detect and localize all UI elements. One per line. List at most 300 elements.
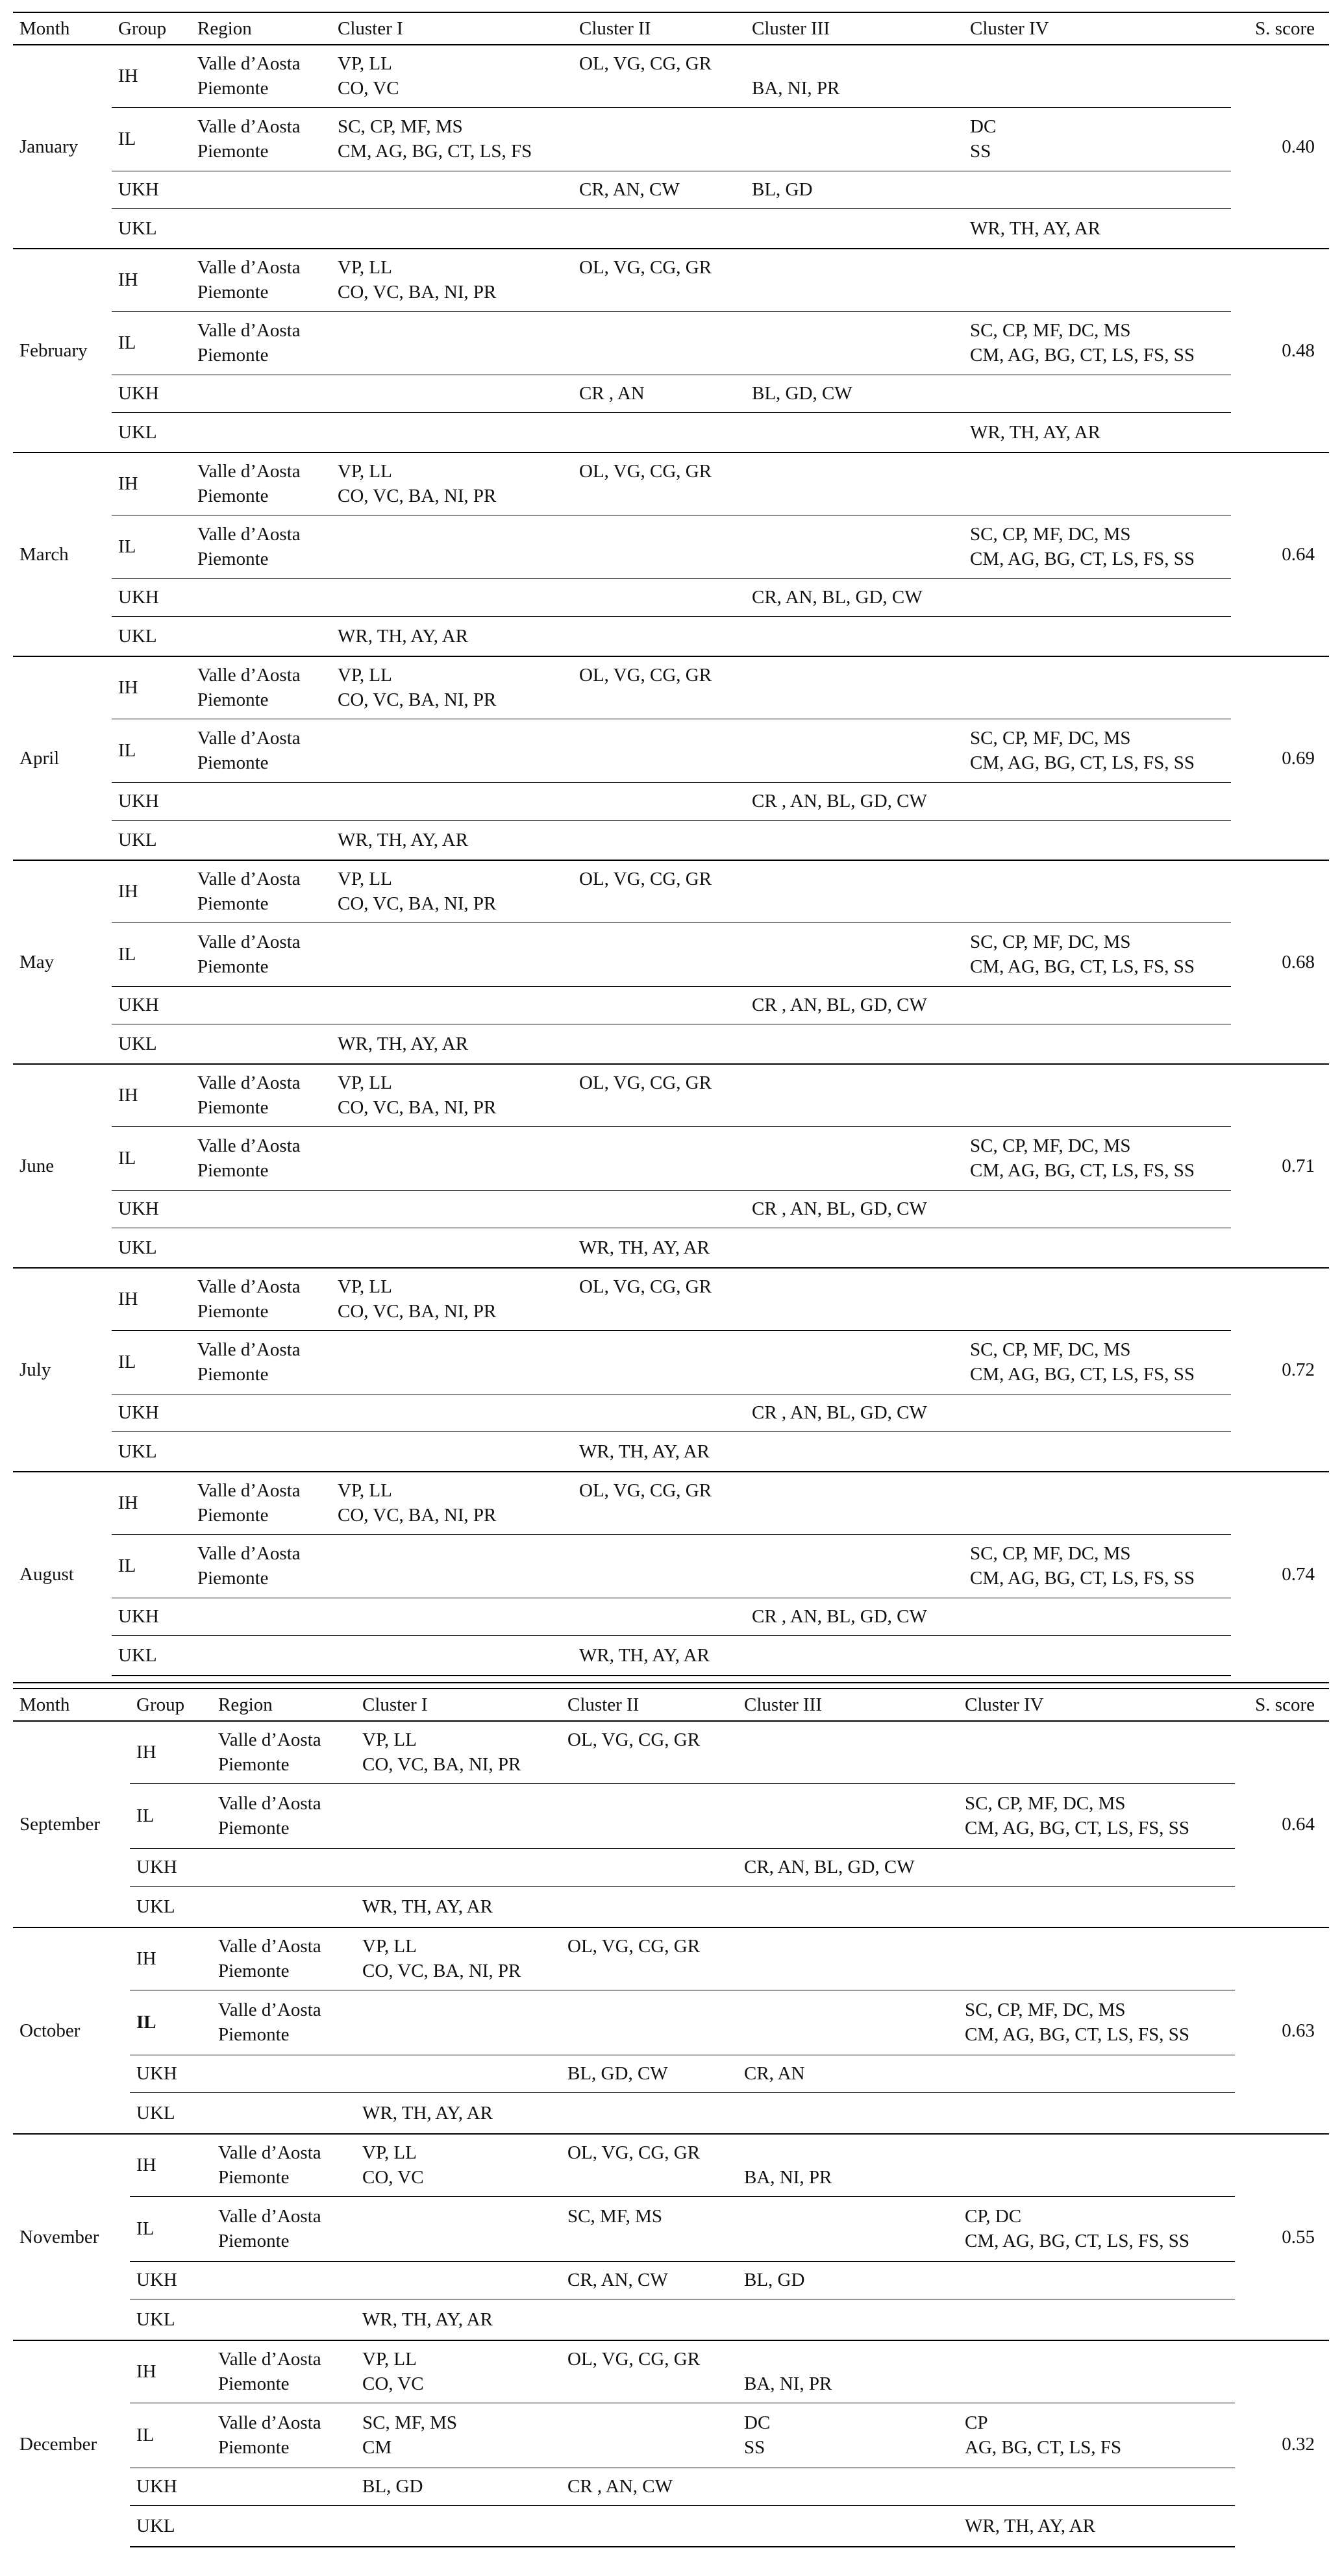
cluster-cell [573, 1635, 745, 1676]
cell-line [579, 280, 739, 304]
cluster-cell [738, 2261, 958, 2299]
cell-line [752, 687, 957, 712]
group-cell: IL [112, 107, 191, 171]
cluster-cell [356, 1990, 561, 2055]
cell-line: VP, LL [362, 1729, 417, 1751]
group-cell: IH [130, 1721, 212, 1783]
cell-line: CR , AN, BL, GD, CW [752, 1198, 927, 1219]
cell-line: OL, VG, CG, GR [579, 461, 712, 482]
cell-line [567, 1998, 731, 2022]
table-row [13, 1228, 1329, 1268]
month-cell: December [13, 2340, 130, 2547]
month-cell: October [13, 1927, 130, 2134]
cluster-cell [745, 860, 963, 923]
cell-line: Piemonte [197, 1097, 269, 1119]
cell-line: CM, AG, BG, CT, LS, FS, SS [965, 1818, 1189, 1839]
cell-line: CO, VC [338, 78, 399, 99]
cluster-cell [738, 1927, 958, 1990]
region-cell [191, 1268, 331, 1330]
cell-line [965, 1934, 1228, 1959]
cell-line: CM, AG, BG, CT, LS, FS, SS [970, 956, 1195, 977]
table-row [13, 249, 1329, 311]
region-cell [191, 1330, 331, 1394]
group-cell: UKL [112, 412, 191, 452]
cell-line [362, 2022, 554, 2047]
table-row [13, 2196, 1329, 2261]
cell-line: OL, VG, CG, GR [579, 1276, 712, 1298]
cluster-cell [958, 2092, 1235, 2134]
cell-line: Valle d’Aosta [218, 2000, 321, 2020]
cluster-cell [745, 719, 963, 782]
cell-line: Piemonte [218, 1818, 290, 1839]
cell-line [752, 1299, 957, 1324]
cell-line: CM, AG, BG, CT, LS, FS, SS [970, 345, 1195, 365]
cell-line: Piemonte [197, 956, 269, 977]
cluster-cell [963, 45, 1231, 107]
cell-line: Valle d’Aosta [218, 1936, 321, 1957]
cell-line: Piemonte [218, 2373, 290, 2395]
cell-line: WR, TH, AY, AR [579, 1441, 710, 1462]
cluster-cell [356, 2468, 561, 2505]
cluster-table-jan-aug [13, 12, 1329, 1676]
group-cell: IH [112, 45, 191, 107]
cluster-cell [963, 782, 1231, 820]
group-cell: IL [112, 515, 191, 578]
cell-line: Valle d’Aosta [218, 2412, 321, 2433]
cluster-cell [573, 1472, 745, 1534]
cluster-cell [561, 2299, 738, 2340]
cluster-cell [963, 616, 1231, 656]
cluster-cell [745, 515, 963, 578]
cell-line: OL, VG, CG, GR [579, 665, 712, 686]
column-header: Region [212, 1689, 356, 1721]
cluster-cell [963, 311, 1231, 375]
cluster-cell [331, 208, 573, 249]
cluster-cell [356, 2261, 561, 2299]
cluster-cell [561, 1927, 738, 1990]
cluster-cell [963, 719, 1231, 782]
cluster-cell [331, 249, 573, 311]
cell-line [744, 1959, 952, 1983]
month-cell: May [13, 860, 112, 1064]
cell-line: VP, LL [338, 1480, 392, 1502]
cluster-cell [573, 923, 745, 986]
cell-line: CM, AG, BG, CT, LS, FS, SS [965, 2231, 1189, 2251]
group-cell: IH [130, 2134, 212, 2196]
cluster-cell [573, 208, 745, 249]
column-header: Region [191, 12, 331, 45]
cluster-cell [573, 1431, 745, 1472]
cell-line: SS [744, 2437, 765, 2458]
cell-line [567, 1816, 731, 1840]
score-cell: 0.64 [1282, 1814, 1315, 1835]
cluster-cell [331, 1534, 573, 1598]
cluster-cell [958, 1721, 1235, 1783]
table-row [13, 986, 1329, 1024]
cell-line: CO, VC, BA, NI, PR [362, 1961, 521, 1982]
cluster-cell [745, 412, 963, 452]
cell-line [362, 1998, 554, 2022]
cluster-cell [573, 249, 745, 311]
region-cell [191, 1126, 331, 1190]
cluster-cell [738, 2505, 958, 2547]
cell-line [752, 1071, 957, 1095]
cluster-cell [963, 1228, 1231, 1268]
region-cell [191, 1472, 331, 1534]
cluster-cell [963, 656, 1231, 719]
cell-line [752, 1362, 957, 1387]
cell-line: CR , AN, CW [567, 2476, 673, 2497]
group-cell: IL [130, 2196, 212, 2261]
table-row [13, 2340, 1329, 2403]
cell-line [744, 2229, 952, 2253]
cluster-cell [958, 1783, 1235, 1848]
cluster-cell [738, 1848, 958, 1886]
group-cell: IH [112, 1268, 191, 1330]
cell-line: WR, TH, AY, AR [338, 1033, 468, 1054]
region-cell [191, 45, 331, 107]
cluster-cell [745, 311, 963, 375]
cluster-cell [745, 578, 963, 616]
cell-line: Valle d’Aosta [197, 320, 301, 341]
cell-line: CO, VC, BA, NI, PR [338, 1505, 497, 1526]
cluster-cell [745, 1268, 963, 1330]
month-cell: April [13, 656, 112, 860]
cell-line [579, 750, 739, 775]
cluster-cell [331, 1472, 573, 1534]
cell-line [970, 484, 1224, 508]
cell-line: CM, AG, BG, CT, LS, FS, SS [970, 1160, 1195, 1181]
group-cell: UKL [112, 208, 191, 249]
cluster-cell [738, 2055, 958, 2092]
cell-line: Piemonte [197, 893, 269, 915]
group-cell: IL [112, 1330, 191, 1394]
cell-line [338, 318, 566, 343]
cell-line: WR, TH, AY, AR [579, 1644, 710, 1666]
cell-line: Valle d’Aosta [197, 1543, 301, 1564]
cell-line [970, 280, 1224, 304]
cluster-cell [963, 986, 1231, 1024]
cell-line: Piemonte [197, 78, 269, 99]
cell-line [579, 954, 739, 979]
region-cell [191, 719, 331, 782]
region-cell [212, 1990, 356, 2055]
header-row [13, 12, 1329, 45]
cluster-cell [331, 311, 573, 375]
cell-line: Valle d’Aosta [197, 524, 301, 545]
cluster-cell [331, 1064, 573, 1126]
cluster-cell [331, 782, 573, 820]
table-row [13, 1431, 1329, 1472]
cell-line [970, 76, 1224, 101]
cell-line [338, 1541, 566, 1566]
cell-line: Valle d’Aosta [197, 1072, 301, 1094]
cluster-cell [958, 2299, 1235, 2340]
cell-line: Piemonte [218, 2437, 290, 2458]
table-row [13, 1635, 1329, 1676]
table-row [13, 782, 1329, 820]
cell-line: CM, AG, BG, CT, LS, FS, SS [970, 1364, 1195, 1385]
cluster-cell [963, 107, 1231, 171]
cell-line [744, 1728, 952, 1752]
table-row [13, 171, 1329, 208]
cell-line: CM, AG, BG, CT, LS, FS [338, 141, 532, 162]
cluster-cell [573, 719, 745, 782]
cell-line [579, 139, 739, 164]
cell-line [744, 1752, 952, 1777]
column-header: Cluster II [561, 1689, 738, 1721]
header-row [13, 1689, 1329, 1721]
cell-line: Valle d’Aosta [218, 1729, 321, 1751]
group-cell: IL [112, 923, 191, 986]
region-cell [212, 2403, 356, 2468]
cluster-cell [331, 578, 573, 616]
table-row [13, 1024, 1329, 1064]
group-cell: IH [112, 860, 191, 923]
cluster-cell [573, 515, 745, 578]
cluster-cell [963, 171, 1231, 208]
cell-line: OL, VG, CG, GR [567, 1729, 701, 1751]
region-cell [191, 1064, 331, 1126]
cell-line: OL, VG, CG, GR [579, 869, 712, 890]
score-cell: 0.40 [1282, 136, 1315, 157]
cluster-cell [963, 1472, 1231, 1534]
cell-line [970, 687, 1224, 712]
cell-line [744, 2022, 952, 2047]
cluster-cell [356, 1886, 561, 1927]
cell-line: WR, TH, AY, AR [362, 2309, 493, 2330]
cell-line: WR, TH, AY, AR [338, 625, 468, 647]
cell-line [752, 1158, 957, 1183]
cluster-cell [958, 2403, 1235, 2468]
cell-line [579, 318, 739, 343]
table-row [13, 616, 1329, 656]
cluster-cell [573, 375, 745, 412]
cell-line: CM, AG, BG, CT, LS, FS, SS [970, 1568, 1195, 1589]
cluster-cell [745, 1394, 963, 1431]
month-cell: July [13, 1268, 112, 1472]
cluster-cell [963, 820, 1231, 860]
column-header: Cluster IV [963, 12, 1231, 45]
cell-line [567, 2022, 731, 2047]
group-cell: UKL [112, 1635, 191, 1676]
cell-line [970, 1095, 1224, 1120]
cluster-cell [738, 2092, 958, 2134]
cell-line [752, 1274, 957, 1299]
cluster-cell [561, 2055, 738, 2092]
cell-line [752, 1478, 957, 1503]
table-row [13, 2092, 1329, 2134]
score-cell: 0.48 [1231, 249, 1329, 452]
cell-line: CR , AN, BL, GD, CW [752, 791, 927, 811]
region-cell [191, 1635, 331, 1676]
cluster-cell [958, 2340, 1235, 2403]
region-cell [191, 782, 331, 820]
cell-line [970, 255, 1224, 280]
region-cell [191, 1190, 331, 1228]
cell-line: Piemonte [197, 549, 269, 569]
cluster-cell [963, 1330, 1231, 1394]
cell-line: Piemonte [218, 1961, 290, 1982]
cell-line [752, 1503, 957, 1528]
table-row [13, 1268, 1329, 1330]
table-row [13, 2055, 1329, 2092]
cluster-cell [331, 375, 573, 412]
cluster-cell [958, 1990, 1235, 2055]
cell-line: BL, GD [362, 2476, 423, 2497]
cluster-cell [573, 107, 745, 171]
cell-line [965, 2165, 1228, 2190]
cell-line: SS [970, 141, 991, 162]
region-cell [191, 578, 331, 616]
cell-line: SC, MF, MS [362, 2412, 457, 2433]
cell-line [338, 343, 566, 367]
group-cell: IH [112, 1064, 191, 1126]
cell-line: DC [744, 2412, 771, 2433]
table-row [13, 578, 1329, 616]
cluster-cell [738, 2134, 958, 2196]
cluster-cell [561, 1886, 738, 1927]
cell-line: CO, VC, BA, NI, PR [338, 1301, 497, 1322]
cell-line: Valle d’Aosta [197, 1339, 301, 1360]
table-row [13, 1598, 1329, 1635]
month-cell: November [13, 2134, 130, 2340]
cluster-table-sep-dec [13, 1688, 1329, 2547]
month-cell: March [13, 452, 112, 656]
table-divider [13, 1682, 1329, 1683]
region-cell [212, 2055, 356, 2092]
cluster-cell [738, 2340, 958, 2403]
cell-line [965, 1959, 1228, 1983]
table-row [13, 1126, 1329, 1190]
score-cell: 0.55 [1235, 2134, 1329, 2340]
cell-line: Valle d’Aosta [197, 116, 301, 137]
table-row [13, 375, 1329, 412]
cell-line: BA, NI, PR [744, 2373, 832, 2395]
cell-line: DC [970, 116, 997, 137]
cluster-cell [963, 1431, 1231, 1472]
cluster-cell [331, 45, 573, 107]
cluster-cell [573, 1228, 745, 1268]
cell-line [970, 891, 1224, 916]
cell-line: CO, VC, BA, NI, PR [338, 689, 497, 711]
table-row [13, 2468, 1329, 2505]
cluster-cell [738, 1783, 958, 1848]
cluster-cell [561, 1848, 738, 1886]
cell-line [579, 547, 739, 571]
cluster-cell [573, 1598, 745, 1635]
column-header: Cluster III [738, 1689, 958, 1721]
cluster-cell [738, 1990, 958, 2055]
region-cell [191, 1431, 331, 1472]
cell-line: Valle d’Aosta [218, 2349, 321, 2370]
cell-line: Piemonte [197, 1568, 269, 1589]
cluster-cell [356, 2340, 561, 2403]
cluster-cell [331, 820, 573, 860]
group-cell: IL [130, 1990, 212, 2055]
cluster-cell [745, 171, 963, 208]
cluster-cell [573, 1064, 745, 1126]
column-header: Month [13, 1689, 130, 1721]
cluster-cell [745, 923, 963, 986]
cluster-cell [331, 452, 573, 515]
group-cell: IH [112, 1472, 191, 1534]
table-row [13, 2403, 1329, 2468]
cluster-cell [356, 1848, 561, 1886]
cell-line [752, 547, 957, 571]
cell-line [752, 522, 957, 547]
table-row [13, 1064, 1329, 1126]
table-row [13, 107, 1329, 171]
cell-line: CP, DC [965, 2206, 1022, 2227]
cluster-cell [331, 656, 573, 719]
score-cell: 0.72 [1231, 1268, 1329, 1472]
cell-line: Piemonte [218, 2231, 290, 2251]
cluster-cell [738, 2468, 958, 2505]
cluster-cell [745, 1330, 963, 1394]
cluster-cell [958, 1848, 1235, 1886]
cluster-cell [573, 171, 745, 208]
cell-line: Piemonte [197, 752, 269, 773]
region-cell [191, 375, 331, 412]
table-row [13, 2505, 1329, 2547]
cell-line [752, 663, 957, 687]
cell-line: CO, VC [362, 2373, 424, 2395]
cluster-cell [745, 249, 963, 311]
cluster-cell [738, 1721, 958, 1783]
cluster-cell [745, 1431, 963, 1472]
cluster-cell [745, 375, 963, 412]
group-cell: UKH [130, 1848, 212, 1886]
cell-line: Piemonte [197, 1301, 269, 1322]
cluster-cell [573, 820, 745, 860]
cluster-cell [963, 412, 1231, 452]
cell-line [970, 1503, 1224, 1528]
cell-line: Valle d’Aosta [218, 1793, 321, 1814]
table-row [13, 1927, 1329, 1990]
cell-line [338, 954, 566, 979]
cluster-cell [745, 1534, 963, 1598]
table-row [13, 1990, 1329, 2055]
cell-line [970, 663, 1224, 687]
table-row [13, 923, 1329, 986]
group-cell: UKH [112, 1190, 191, 1228]
cluster-cell [573, 860, 745, 923]
cluster-cell [331, 1024, 573, 1064]
cluster-cell [356, 2299, 561, 2340]
cluster-cell [561, 2340, 738, 2403]
cell-line [965, 1752, 1228, 1777]
cell-line [970, 459, 1224, 484]
cluster-cell [331, 1635, 573, 1676]
cell-line: Valle d’Aosta [197, 1480, 301, 1502]
cluster-cell [958, 2505, 1235, 2547]
cell-line [752, 484, 957, 508]
cluster-cell [331, 1330, 573, 1394]
cell-line [752, 1541, 957, 1566]
table-row [13, 860, 1329, 923]
cell-line: CO, VC, BA, NI, PR [338, 893, 497, 915]
region-cell [212, 2196, 356, 2261]
cluster-cell [331, 412, 573, 452]
column-header: S. score [1231, 12, 1329, 45]
score-cell: 0.32 [1235, 2340, 1329, 2547]
cluster-cell [356, 2505, 561, 2547]
cell-line [579, 1158, 739, 1183]
cell-line: BA, NI, PR [752, 78, 840, 99]
cell-line [752, 891, 957, 916]
cell-line: SC, CP, MF, DC, MS [970, 1339, 1131, 1360]
